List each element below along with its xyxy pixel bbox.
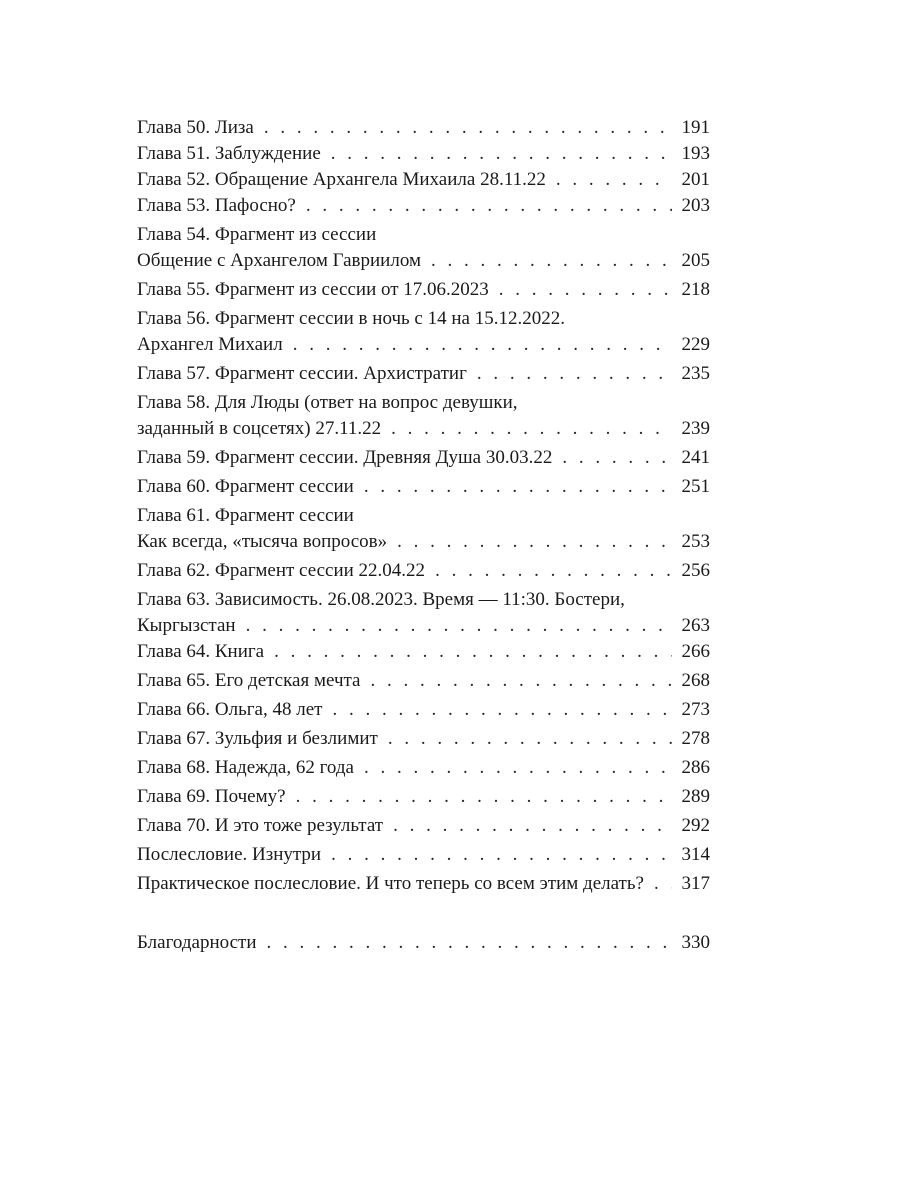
dot-leader [293,332,672,358]
toc-entry-chapter-61[interactable] [137,503,710,555]
toc-entry-chapter-53[interactable] [137,193,710,219]
toc-entry-line [137,248,710,274]
toc-entry-title: Глава 52. Обращение Архангела Михаила 28.11.22 [137,169,546,190]
toc-entry-line [137,277,710,303]
toc-page-number: 317 [681,873,710,894]
dot-leader [331,141,672,167]
toc-page-number: 191 [681,117,710,138]
toc-entry-line [137,668,710,694]
toc-page-number: 330 [681,932,710,953]
toc-entry-line [137,141,710,167]
toc-entry-line [137,930,710,956]
toc-entry-title-line: Глава 61. Фрагмент сессии [137,505,354,526]
toc-entry-title: Глава 51. Заблуждение [137,143,321,164]
toc-entry-chapter-67[interactable] [137,726,710,752]
toc-entry-title: Послесловие. Изнутри [137,844,322,865]
dot-leader [391,416,672,442]
toc-page-number: 314 [681,844,710,865]
toc-entry-chapter-70[interactable] [137,813,710,839]
toc-entry-line [137,639,710,665]
toc-entry-chapter-54[interactable] [137,222,710,274]
dot-leader [332,697,672,723]
toc-entry-title: Глава 55. Фрагмент из сессии от 17.06.2023 [137,279,489,300]
toc-entry-chapter-57[interactable] [137,361,710,387]
toc-page-number: 241 [681,447,710,468]
toc-entry-line [137,726,710,752]
toc-entry-line [137,813,710,839]
toc-entry-title: Глава 50. Лиза [137,117,254,138]
dot-leader [306,193,672,219]
toc-entry-title-line: Глава 54. Фрагмент из сессии [137,224,377,245]
toc-entry-chapter-66[interactable] [137,697,710,723]
toc-page-number: 263 [681,615,710,636]
toc-page-number: 266 [681,641,710,662]
toc-entry-title: Благодарности [137,932,257,953]
toc-entry-chapter-50[interactable] [137,115,710,141]
toc-entry-chapter-69[interactable] [137,784,710,810]
toc-entry-line [137,416,710,442]
toc-entry-chapter-64[interactable] [137,639,710,665]
toc-page-number: 201 [681,169,710,190]
dot-leader [274,639,672,665]
toc-entry-afterword[interactable] [137,842,710,868]
table-of-contents [137,115,710,956]
toc-entry-chapter-62[interactable] [137,558,710,584]
toc-entry-title: Глава 62. Фрагмент сессии 22.04.22 [137,560,426,581]
dot-leader [364,755,672,781]
toc-entry-line [137,784,710,810]
toc-entry-chapter-55[interactable] [137,277,710,303]
toc-entry-line [137,115,710,141]
toc-entry-title: Глава 68. Надежда, 62 года [137,757,354,778]
toc-entry-line [137,445,710,471]
dot-leader [499,277,672,303]
dot-leader [364,474,672,500]
dot-leader [397,529,672,555]
toc-entry-title: заданный в соцсетях) 27.11.22 [137,418,382,439]
toc-page-number: 235 [681,363,710,384]
toc-entry-title: Как всегда, «тысяча вопросов» [137,531,388,552]
dot-leader [388,726,672,752]
toc-entry-chapter-58[interactable] [137,390,710,442]
toc-page-number: 273 [681,699,710,720]
toc-entry-title: Архангел Михаил [137,334,283,355]
toc-page-number: 218 [681,279,710,300]
toc-entry-line [137,167,710,193]
toc-entry-title-line: Глава 58. Для Люды (ответ на вопрос девушки, [137,392,518,413]
toc-page-number: 253 [681,531,710,552]
toc-page-number: 256 [681,560,710,581]
dot-leader [393,813,672,839]
toc-page-number: 286 [681,757,710,778]
toc-entry-line [137,529,710,555]
toc-entry-line [137,361,710,387]
toc-entry-title: Глава 53. Пафосно? [137,195,296,216]
toc-entry-title: Глава 60. Фрагмент сессии [137,476,354,497]
dot-leader [267,930,673,956]
toc-entry-chapter-51[interactable] [137,141,710,167]
toc-entry-title: Глава 57. Фрагмент сессии. Архистратиг [137,363,467,384]
dot-leader [435,558,672,584]
toc-page-number: 203 [681,195,710,216]
dot-leader [246,613,672,639]
toc-entry-practical-afterword[interactable] [137,871,710,897]
toc-entry-title: Кыргызстан [137,615,236,636]
toc-entry-chapter-68[interactable] [137,755,710,781]
toc-entry-chapter-59[interactable] [137,445,710,471]
toc-page-number: 193 [681,143,710,164]
toc-page-number: 229 [681,334,710,355]
dot-leader [477,361,672,387]
dot-leader [296,784,672,810]
toc-entry-chapter-65[interactable] [137,668,710,694]
toc-entry-line [137,193,710,219]
toc-page-number: 289 [681,786,710,807]
toc-page-number: 268 [681,670,710,691]
toc-entry-acknowledgements[interactable] [137,930,710,956]
toc-entry-line [137,755,710,781]
toc-entry-chapter-56[interactable] [137,306,710,358]
toc-entry-chapter-63[interactable] [137,587,710,639]
toc-entry-title: Глава 67. Зульфия и безлимит [137,728,378,749]
toc-entry-line [137,474,710,500]
toc-page-number: 278 [681,728,710,749]
toc-entry-title: Глава 64. Книга [137,641,265,662]
toc-entry-chapter-60[interactable] [137,474,710,500]
toc-entry-title: Глава 69. Почему? [137,786,286,807]
toc-entry-title: Практическое послесловие. И что теперь со всем этим делать? [137,873,644,894]
toc-page-number: 292 [681,815,710,836]
toc-entry-title: Общение с Архангелом Гавриилом [137,250,421,271]
toc-page-number: 239 [681,418,710,439]
toc-entry-chapter-52[interactable] [137,167,710,193]
toc-entry-title-line: Глава 63. Зависимость. 26.08.2023. Время — 11:30. Бостери, [137,589,625,610]
toc-entry-line [137,871,710,897]
dot-leader [371,668,673,694]
toc-entry-title: Глава 70. И это тоже результат [137,815,384,836]
toc-entry-line [137,332,710,358]
toc-entry-line [137,558,710,584]
toc-entry-line [137,613,710,639]
toc-page-number: 205 [681,250,710,271]
dot-leader [331,842,672,868]
dot-leader [556,167,672,193]
toc-entry-line [137,697,710,723]
toc-entry-title: Глава 59. Фрагмент сессии. Древняя Душа 30.03.22 [137,447,553,468]
toc-entry-title: Глава 65. Его детская мечта [137,670,361,691]
dot-leader [264,115,672,141]
dot-leader [431,248,672,274]
toc-page-number: 251 [681,476,710,497]
dot-leader [562,445,672,471]
toc-entry-title: Глава 66. Ольга, 48 лет [137,699,323,720]
toc-entry-title-line: Глава 56. Фрагмент сессии в ночь с 14 на 15.12.2022. [137,308,565,329]
toc-entry-line [137,842,710,868]
dot-leader [654,871,672,897]
